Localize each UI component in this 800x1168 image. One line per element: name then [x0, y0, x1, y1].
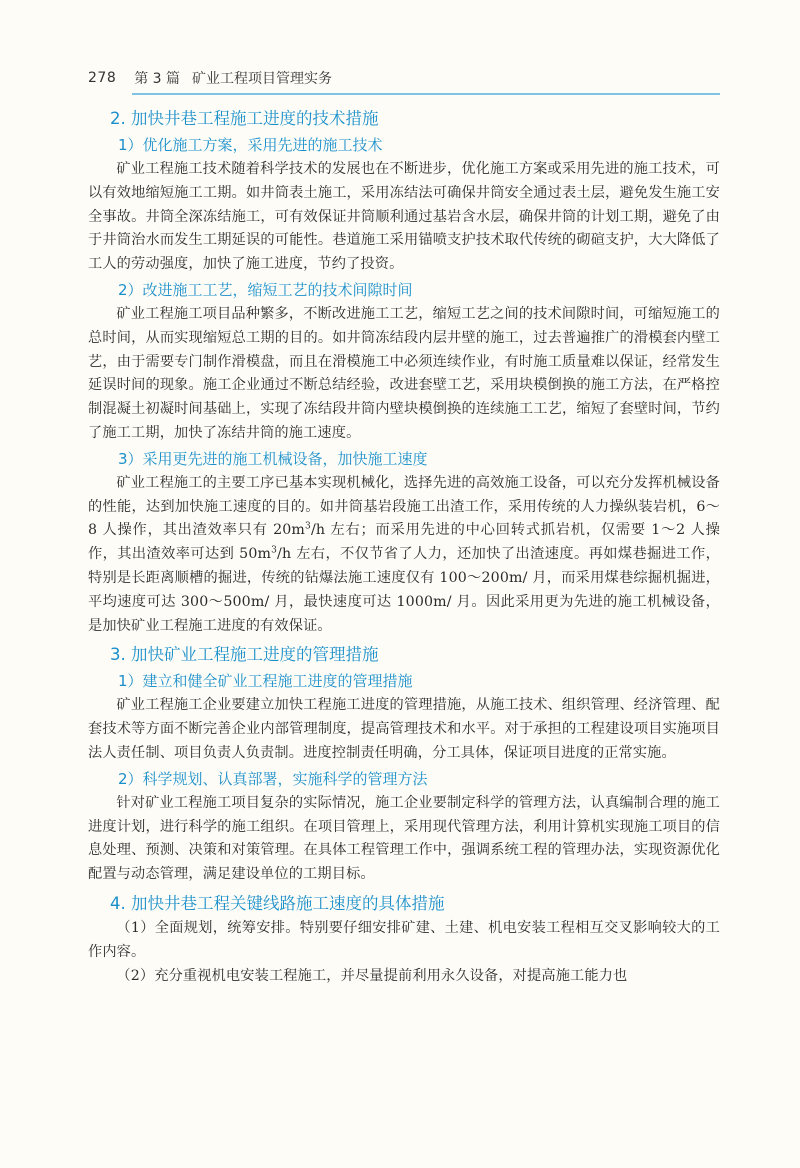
subheading-2-3: 3）采用更先进的施工机械设备，加快施工速度	[118, 449, 428, 468]
subheading-2-2: 2）改进施工工艺，缩短工艺的技术间隙时间	[118, 280, 413, 299]
superscript-3: 3	[305, 521, 311, 532]
subheading-2-1: 1）优化施工方案，采用先进的施工技术	[118, 136, 383, 154]
list-item-1: （1）全面规划，统筹安排。特别要仔细安排矿建、土建、机电安装工程相互交叉影响较大的工作内容。	[88, 919, 720, 960]
section-heading-2: 2. 加快井巷工程施工进度的技术措施	[110, 109, 379, 128]
paragraph-2-2: 矿业工程施工项目品种繁多，不断改进施工工艺，缩短工艺之间的技术间隙时间，可缩短施工的总时间，从而实现缩短总工期的目的。如井筒冻结段内层井壁的施工，过去普遍推广的滑模套内壁工艺，由于需要专门制作滑模盘，而且在滑模施工中必须连续作业，有时施工质量难以保证，经常发生延误时间的现象。施工企业通过不断总结经验，改进套壁工艺，采用块模倒换的施工方法，在严格控制混凝土初凝时间基础上，实现了冻结段井筒内壁块模倒换的连续施工工艺，缩短了套壁时间，节约了施工工期，加快了冻结井筒的施工速度。	[88, 305, 720, 441]
running-header	[88, 64, 720, 92]
paragraph-2-3-part-a: 矿业工程施工的主要工序已基本实现机械化，选择先进的高效施工设备，可以充分发挥机械设备的性能，达到加快施工速度的目的。如井筒基岩段施工出渣工作，采用传统的人力操纵装岩机，6～8 人操作，其出渣效率只有 20m	[88, 474, 720, 539]
header-rule	[132, 93, 720, 95]
paragraph-2-3-part-b: /h 左右；而采用先进的中心回转式抓岩机，仅需要 1～2 人操作，其出渣效率可达到 50m	[88, 522, 721, 563]
paragraph-2-3-part-c: /h 左右，不仅节省了人力，还加快了出渣速度。再如煤巷掘进工作，特别是长距离顺槽的掘进，传统的钻爆法施工速度仅有 100～200m/ 月，而采用煤巷综掘机掘进，平均速度可达 300～500m/ 月，最快速度可达 1000m/ 月。因此采用更为先进的施工机械设备，是加快矿业工程施工进度的有效保证。	[88, 546, 720, 634]
page-number: 278	[88, 70, 117, 86]
paragraph-2-3	[88, 472, 720, 639]
superscript-3b: 3	[271, 545, 278, 556]
book-title: 矿业工程项目管理实务	[192, 71, 333, 87]
section-heading-4: 4. 加快井巷工程关键线路施工速度的具体措施	[110, 893, 445, 913]
part-label: 第 3 篇	[134, 71, 181, 87]
paragraph-2-1: 矿业工程施工技术随着科学技术的发展也在不断进步，优化施工方案或采用先进的施工技术，可以有效地缩短施工工期。如井筒表土施工，采用冻结法可确保井筒安全通过表土层，避免发生施工安全事故。井筒全深冻结施工，可有效保证井筒顺利通过基岩含水层，确保井筒的计划工期，避免了由于井筒治水而发生工期延误的可能性。巷道施工采用锚喷支护技术取代传统的砌碹支护，大大降低了工人的劳动强度，加快了施工进度，节约了投资。	[88, 161, 720, 273]
page-body	[88, 102, 720, 988]
paragraph-3-2: 针对矿业工程施工项目复杂的实际情况，施工企业要制定科学的管理方法，认真编制合理的施工进度计划，进行科学的施工组织。在项目管理上，采用现代管理方法，利用计算机实现施工项目的信息处理、预测、决策和对策管理。在具体工程管理工作中，强调系统工程的管理办法，实现资源优化配置与动态管理，满足建设单位的工期目标。	[88, 794, 720, 883]
list-item-2: （2）充分重视机电安装工程施工，并尽量提前利用永久设备，对提高施工能力也	[116, 967, 628, 984]
section-heading-3: 3. 加快矿业工程施工进度的管理措施	[110, 645, 379, 665]
subheading-3-1: 1）建立和健全矿业工程施工进度的管理措施	[118, 672, 413, 691]
paragraph-3-1: 矿业工程施工企业要建立加快工程施工进度的管理措施，从施工技术、组织管理、经济管理、配套技术等方面不断完善企业内部管理制度，提高管理技术和水平。对于承担的工程建设项目实施项目法人责任制、项目负责人负责制。进度控制责任明确，分工具体，保证项目进度的正常实施。	[88, 697, 720, 761]
subheading-3-2: 2）科学规划、认真部署，实施科学的管理方法	[118, 769, 428, 788]
